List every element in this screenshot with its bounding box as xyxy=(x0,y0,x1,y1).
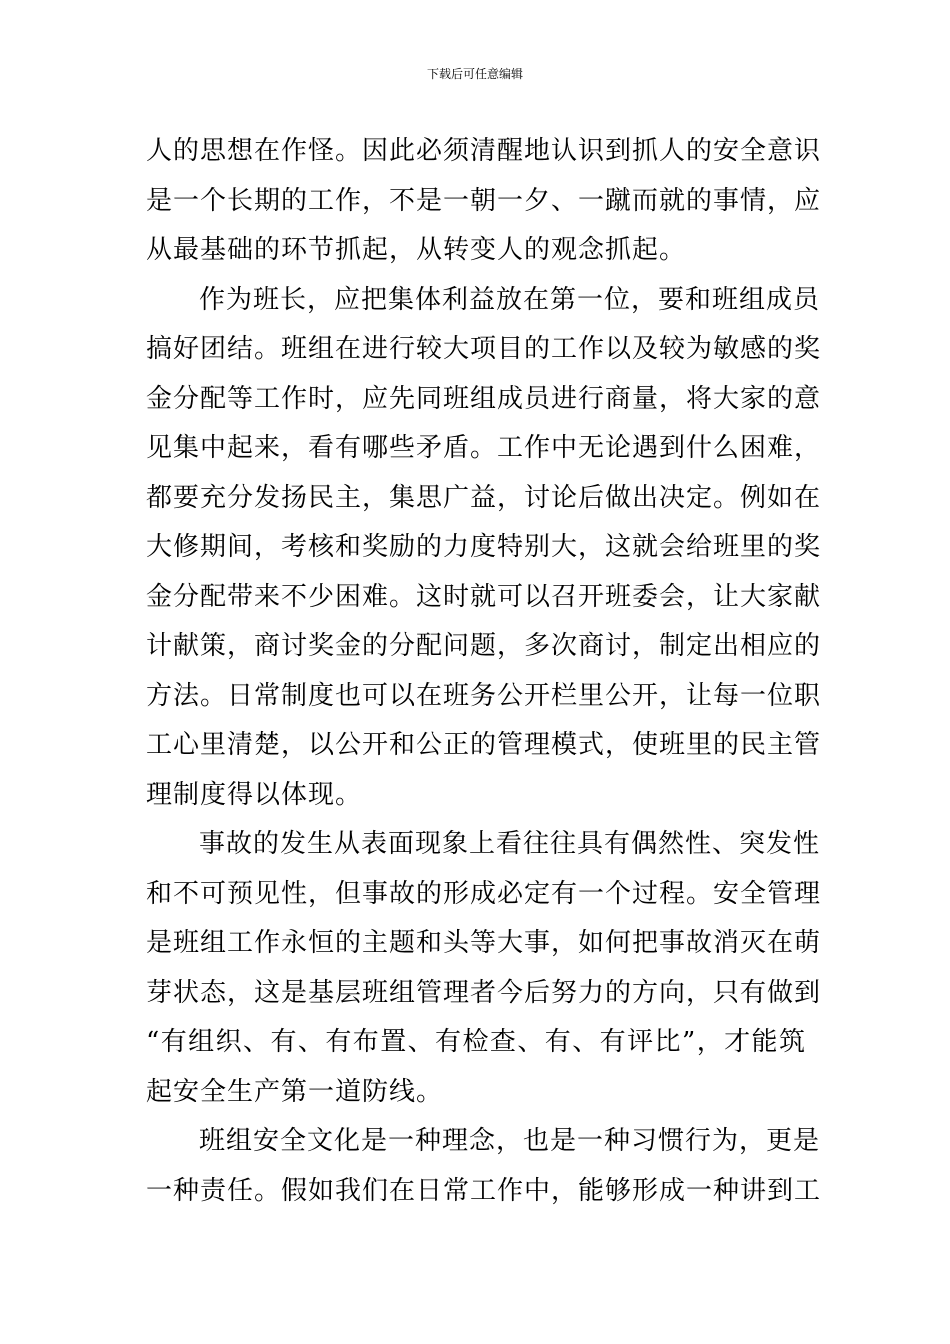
document-body xyxy=(146,127,822,1216)
text-line: 起安全生产第一道防线。 xyxy=(146,1076,444,1107)
paragraph xyxy=(146,127,822,276)
text-line: 从最基础的环节抓起，从转变人的观念抓起。 xyxy=(146,235,687,265)
paragraph xyxy=(146,820,822,1117)
text-line: 大修期间，考核和奖励的力度特别大，这就会给班里的奖 xyxy=(146,532,822,562)
text-line: 一种责任。假如我们在日常工作中，能够形成一种讲到工 xyxy=(146,1175,822,1206)
text-line: 是班组工作永恒的主题和头等大事，如何把事故消灭在萌 xyxy=(146,928,822,958)
page-header: 下载后可任意编辑 xyxy=(426,67,523,81)
text-line: 和不可预见性，但事故的形成必定有一个过程。安全管理 xyxy=(146,878,822,909)
text-line: 金分配等工作时，应先同班组成员进行商量，将大家的意 xyxy=(146,383,822,414)
text-line: 见集中起来，看有哪些矛盾。工作中无论遇到什么困难， xyxy=(146,433,822,463)
text-line: “有组织、有、有布置、有检查、有、有评比”，才能筑 xyxy=(146,1027,806,1057)
text-line: 是一个长期的工作，不是一朝一夕、一蹴而就的事情，应 xyxy=(146,185,822,216)
text-line: 计献策，商讨奖金的分配问题，多次商讨，制定出相应的 xyxy=(146,631,822,661)
text-line: 都要充分发扬民主，集思广益，讨论后做出决定。例如在 xyxy=(146,482,822,513)
text-line: 人的思想在作怪。因此必须清醒地认识到抓人的安全意识 xyxy=(146,136,822,166)
text-line: 理制度得以体现。 xyxy=(146,779,363,810)
text-line: 方法。日常制度也可以在班务公开栏里公开，让每一位职 xyxy=(146,680,822,711)
text-line: 金分配带来不少困难。这时就可以召开班委会，让大家献 xyxy=(146,581,822,612)
text-line: 班组安全文化是一种理念，也是一种习惯行为，更是 xyxy=(199,1126,821,1156)
text-line: 作为班长，应把集体利益放在第一位，要和班组成员 xyxy=(199,284,821,315)
text-line: 搞好团结。班组在进行较大项目的工作以及较为敏感的奖 xyxy=(146,334,822,364)
paragraph xyxy=(146,1117,822,1216)
text-line: 芽状态，这是基层班组管理者今后努力的方向，只有做到 xyxy=(146,977,822,1008)
text-line: 事故的发生从表面现象上看往往具有偶然性、突发性 xyxy=(199,829,821,859)
text-line: 工心里清楚，以公开和公正的管理模式，使班里的民主管 xyxy=(146,730,822,760)
paragraph xyxy=(146,276,822,821)
